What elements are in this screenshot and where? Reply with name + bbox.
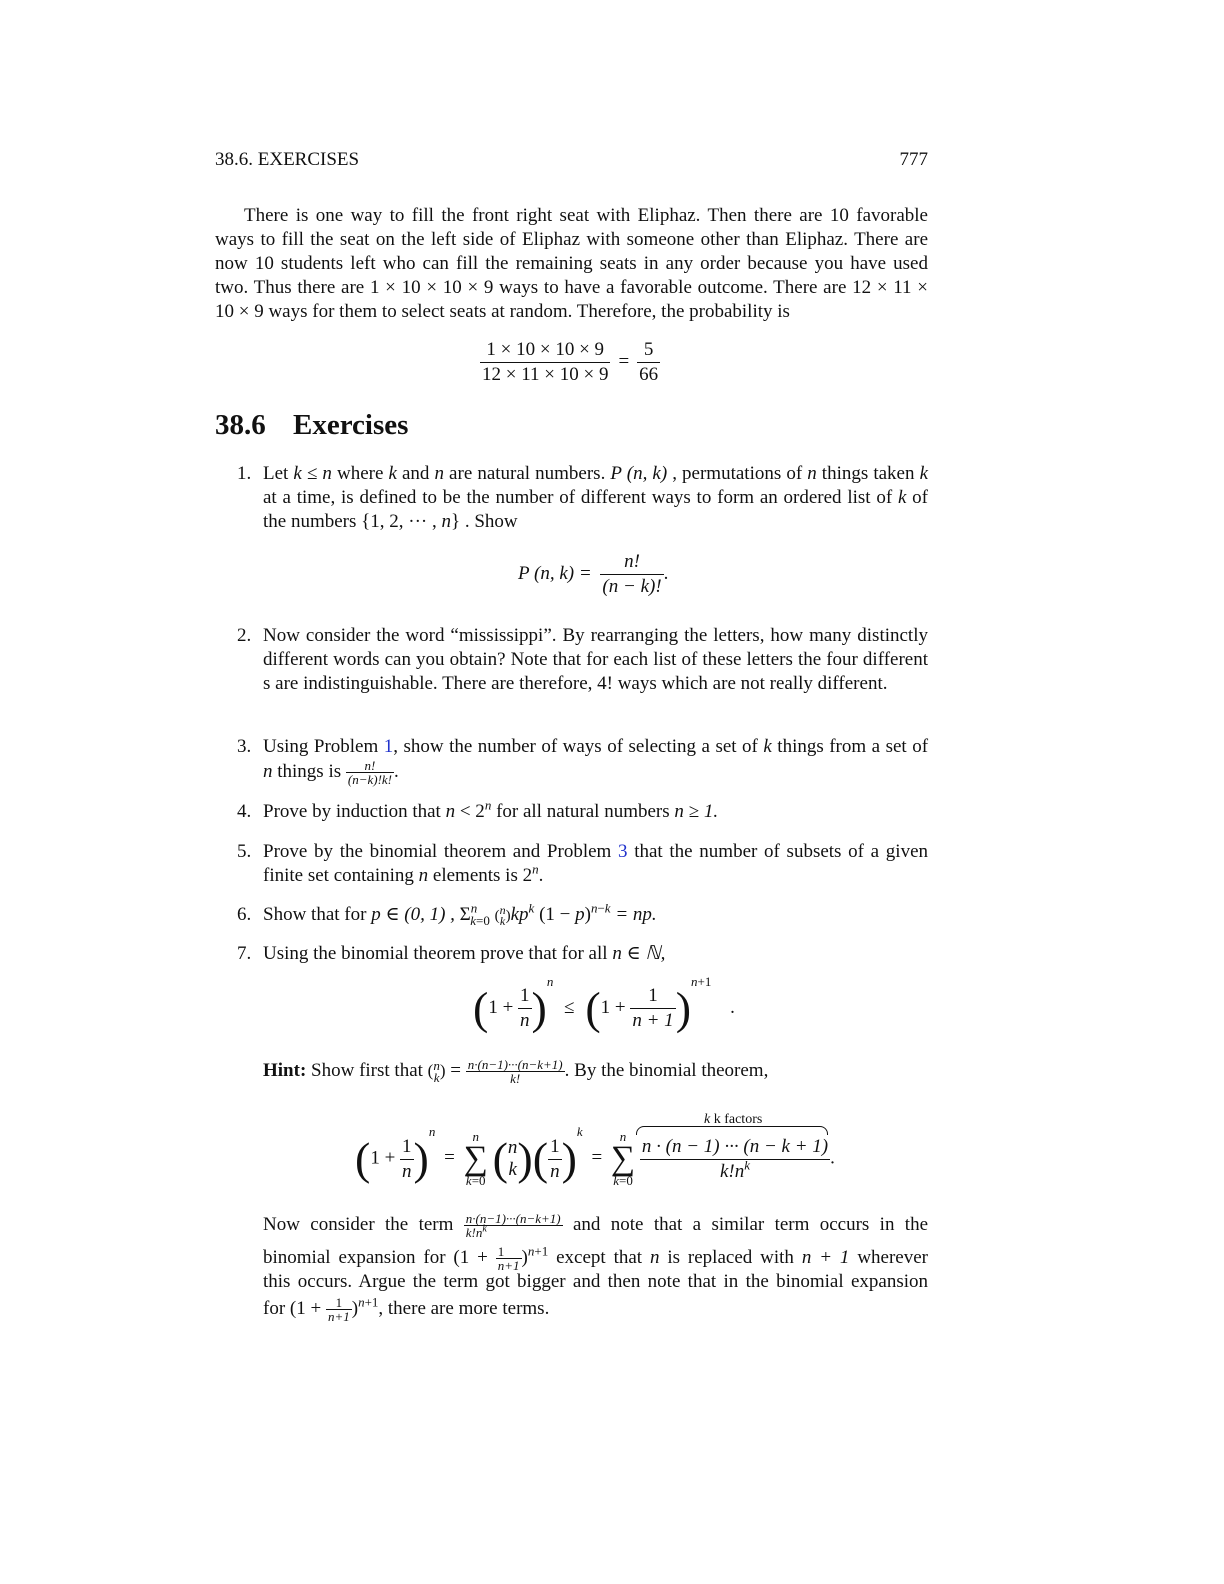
k-factors-label: k k factors bbox=[704, 1112, 763, 1127]
probability-result: $\frac{5}{66}$ bbox=[639, 339, 659, 385]
inequality-display: (1 + $\frac{1}{n}$ )$^n$ ≤ (1 + $\frac{1}{n + 1}$ )$^{n+1}$ . bbox=[473, 973, 735, 1034]
exercise-4: 4. Prove by induction that $n < 2^n$ for all natural numbers n ≥ 1. bbox=[237, 797, 719, 822]
running-header bbox=[215, 148, 928, 172]
exercise-number: 5. bbox=[237, 841, 252, 862]
intro-paragraph: There is one way to fill the front right seat with Eliphaz. Then there are 10 favorable ways to fill the seat on the left side of Eliphaz with someone other than Eliphaz. There are now 10 students left who can fill the remaining seats in any order because you have used two. Thus there are 1 × 10 × 10 × 9 ways to have a favorable outcome. There are 12 × 11 × 10 × 9 ways for them to select seats at random. Therefore, the probability is bbox=[215, 205, 928, 322]
probability-equation: $\frac{1 \times 10 \times 10 \times 9}{12 \times 11 \times 10 \times 9}$ = $\frac{5}{66}$ bbox=[482, 339, 659, 385]
combination-fraction: $\frac{n!}{(n-k)!k!}$ bbox=[347, 758, 393, 787]
exercise-number: 7. bbox=[237, 943, 252, 964]
closing-line-3: this occurs. Argue the term got bigger and then note that in the binomial expansion bbox=[263, 1271, 928, 1292]
header-section: 38.6. EXERCISES bbox=[215, 149, 360, 170]
closing-line-2: binomial expansion for (1 + $\frac{1}{n+1}$ )$^{n+1}$ except that n is replaced with n + 1 wherever bbox=[263, 1243, 928, 1273]
exercise-7: 7. Using the binomial theorem prove that for all n ∈ ℕ, bbox=[237, 943, 666, 964]
exercise-5: 5. Prove by the binomial theorem and Problem 3 that the number of subsets of a given finite set containing n elements is 2$^n$. bbox=[237, 841, 929, 886]
closing-line-1: Now consider the term $\frac{n\cdot(n-1)\cdot\cdot\cdot(n-k+1)}{k!n^k}$ and note that a similar term occurs in the bbox=[263, 1211, 929, 1240]
hint-label: Hint: bbox=[263, 1059, 307, 1081]
exercise-2: 2. Now consider the word “mississippi”. By rearranging the letters, how many distinctly different words can you obtain? Note that for each list of these letters the four different s are indistinguishable. There are therefore, 4! ways which are not really different. bbox=[237, 625, 928, 694]
problem-3-link[interactable]: 3 bbox=[618, 841, 628, 862]
exercise-number: 6. bbox=[237, 904, 252, 925]
exercise-3: 3. Using Problem 1, show the number of ways of selecting a set of k things from a set of n things is $\frac{n!}{(n-k)!k!}$ . bbox=[237, 736, 929, 787]
section-number: 38.6 bbox=[215, 409, 266, 441]
problem-1-link[interactable]: 1 bbox=[383, 736, 394, 757]
page-number: 777 bbox=[899, 149, 928, 170]
exercise-number: 2. bbox=[237, 625, 252, 646]
permutation-formula: P (n, k) = $\frac{n!}{(n - k)!}$ . bbox=[518, 551, 669, 597]
section-heading bbox=[215, 408, 408, 442]
probability-fraction: $\frac{1 \times 10 \times 10 \times 9}{12 \times 11 \times 10 \times 9}$ bbox=[482, 339, 609, 385]
exercise-number: 3. bbox=[237, 736, 252, 757]
exercise-number: 4. bbox=[237, 801, 252, 822]
exercise-number: 1. bbox=[237, 463, 252, 484]
exercise-1: 1. Let k ≤ n where k and n are natural numbers. P (n, k) , permutations of n things taken k at a time, is defined to be the number of different ways to form an ordered list of k of the numbers {1, 2, ··· , n} . Show bbox=[237, 463, 928, 532]
exercise-6: 6. Show that for p ∈ (0, 1) , $\Sigma^n_{k=0}$ (n $k)kp^k$ $(1 - p)^{n-k}$ = np. bbox=[237, 900, 657, 928]
hint-line: Hint: Show first that (n k) = $\frac{n\cdot(n-1)\cdot\cdot\cdot(n-k+1)}{k!}$ . By the binomial theorem, bbox=[263, 1057, 769, 1086]
closing-line-4: for (1 + $\frac{1}{n+1}$ )$^{n+1}$, there are more terms. bbox=[263, 1294, 550, 1324]
section-title: Exercises bbox=[293, 409, 409, 441]
binomial-expansion: (1 + $\frac{1}{n}$ )$^n$ = n ∑ k=0 (n k)( $\frac{1}{n}$ )$^k$ = n ∑ k=0 $\frac{n \cdot (n - 1) \cdot\cdot\cdot (n - k + 1)}{k!n^k}$ . bbox=[355, 1124, 835, 1188]
